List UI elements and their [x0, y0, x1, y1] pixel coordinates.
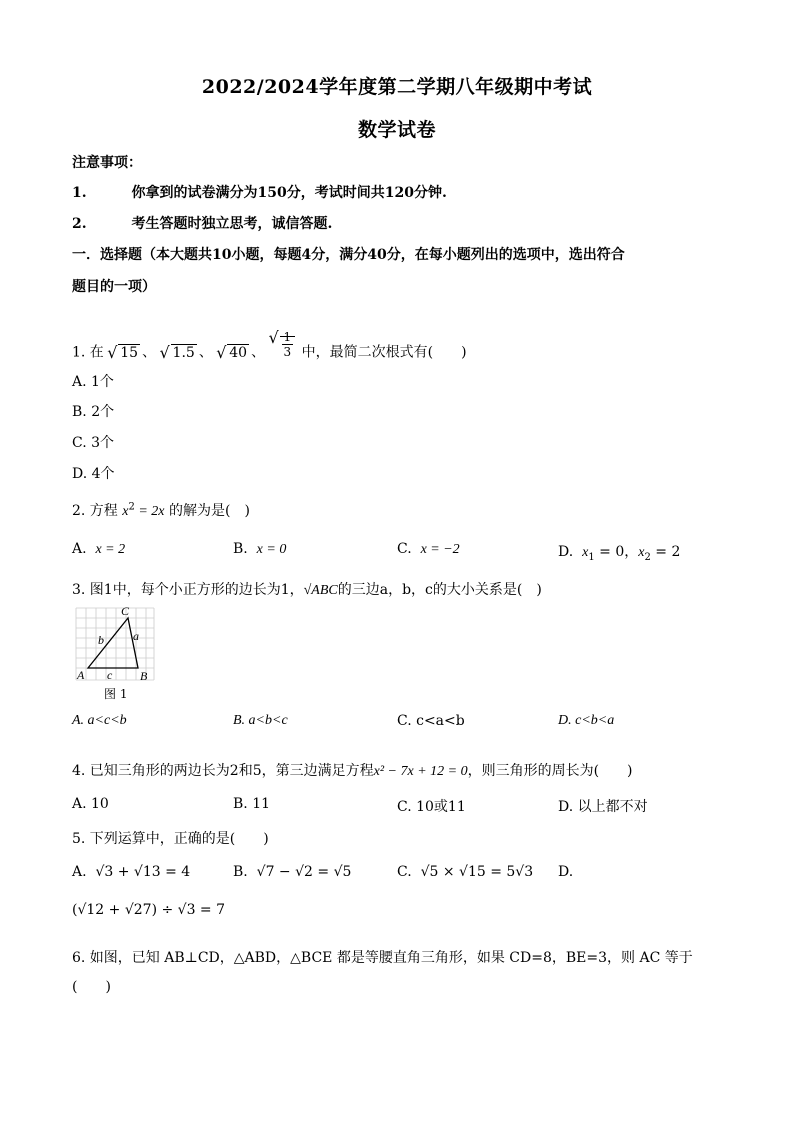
q6-stem-line1: 6. 如图，已知 AB⊥CD，△ABD，△BCE 都是等腰直角三角形，如果 CD=8，BE=3，则 AC 等于 [72, 950, 693, 966]
q3-option-d[interactable]: D. c<b<a [558, 713, 615, 728]
sqrt-1-5: √ 1.5 [161, 345, 197, 361]
exam-title: 2022/2024学年度第二学期八年级期中考试 [201, 76, 593, 98]
q1-option-c[interactable]: C. 3个 [72, 435, 115, 451]
q4-option-b[interactable]: B. 11 [233, 796, 271, 812]
note-text: 你拿到的试卷满分为150分，考试时间共120分钟. [131, 185, 447, 201]
q5-option-a[interactable]: A. √3 + √13 = 4 [72, 864, 191, 880]
q2-option-a[interactable]: A. x = 2 [72, 541, 126, 557]
q2-option-d[interactable]: D. $x_1 = 0$，$x_2 = 2$ [558, 544, 681, 563]
label-A: A [77, 668, 85, 682]
section1-line1: 一．选择题（本大题共10小题，每题4分，满分40分，在每小题列出的选项中，选出符合 [72, 247, 625, 263]
q3-option-a[interactable]: A. a<c<b [72, 713, 127, 728]
q5-option-b[interactable]: B. √7 − √2 = √5 [233, 864, 352, 880]
label-c: c [107, 668, 113, 682]
q4-option-c[interactable]: C. 10或11 [397, 799, 466, 815]
q4-stem: 4. 已知三角形的两边长为2和5，第三边满足方程x² − 7x + 12 = 0，则三角形的周长为( ) [72, 763, 633, 779]
figure-labels [76, 604, 148, 683]
sqrt-one-third: √ $\frac{1}{3}$ [270, 330, 296, 359]
label-B: B [140, 669, 148, 683]
notes-heading: 注意事项： [72, 155, 142, 171]
q5-option-d-label[interactable]: D. [558, 864, 574, 880]
q3-stem: 3. 图1中，每个小正方形的边长为1，√ABC的三边a，b，c的大小关系是( ) [72, 582, 542, 598]
q2-option-c[interactable]: C. x = −2 [397, 541, 460, 557]
q2-stem: 2. 方程 $x^2 = 2x$ 的解为是( ) [72, 501, 250, 519]
figure-caption: 图 1 [104, 687, 128, 701]
sqrt-15: √ 15 [108, 345, 140, 361]
exam-subtitle: 数学试卷 [357, 119, 436, 141]
note-item-1 [72, 182, 447, 202]
triangle-abc [88, 618, 138, 668]
q3-option-b[interactable]: B. a<b<c [233, 713, 288, 728]
label-b: b [98, 633, 104, 647]
q6-stem-line2: ( ) [72, 979, 111, 995]
label-a: a [133, 629, 139, 643]
q5-option-c[interactable]: C. √5 × √15 = 5√3 [397, 864, 534, 880]
section1-line2: 题目的一项） [72, 279, 156, 295]
q4-option-a[interactable]: A. 10 [72, 796, 109, 812]
q1-option-b[interactable]: B. 2个 [72, 404, 115, 420]
label-C: C [121, 604, 130, 618]
note-item-2 [72, 213, 332, 233]
q3-option-c[interactable]: C. c<a<b [397, 713, 465, 729]
sqrt-40: √ 40 [217, 345, 249, 361]
q2-option-b[interactable]: B. x = 0 [233, 541, 287, 557]
note-num: 2. [72, 216, 87, 232]
q1-option-d[interactable]: D. 4个 [72, 466, 115, 482]
grid-triangle-figure [74, 604, 158, 704]
q5-option-d-expr[interactable]: (√12 + √27) ÷ √3 = 7 [72, 902, 226, 918]
q1-suffix: 中，最简二次根式有( ) [301, 344, 467, 361]
q1-option-a[interactable]: A. 1个 [72, 374, 114, 390]
q1-prefix: 1. 在 [72, 344, 104, 361]
q4-option-d[interactable]: D. 以上都不对 [558, 799, 648, 815]
note-num: 1. [72, 185, 87, 201]
q1-stem: 1. 在 √ 15 、 √ 1.5 、 √ 40 、 √ $\frac{1}{3}$ 中，最简二次根式有( ) [72, 338, 467, 367]
note-text: 考生答题时独立思考，诚信答题. [131, 216, 333, 232]
q5-stem: 5. 下列运算中，正确的是( ) [72, 831, 269, 847]
q3-figure [74, 604, 158, 708]
